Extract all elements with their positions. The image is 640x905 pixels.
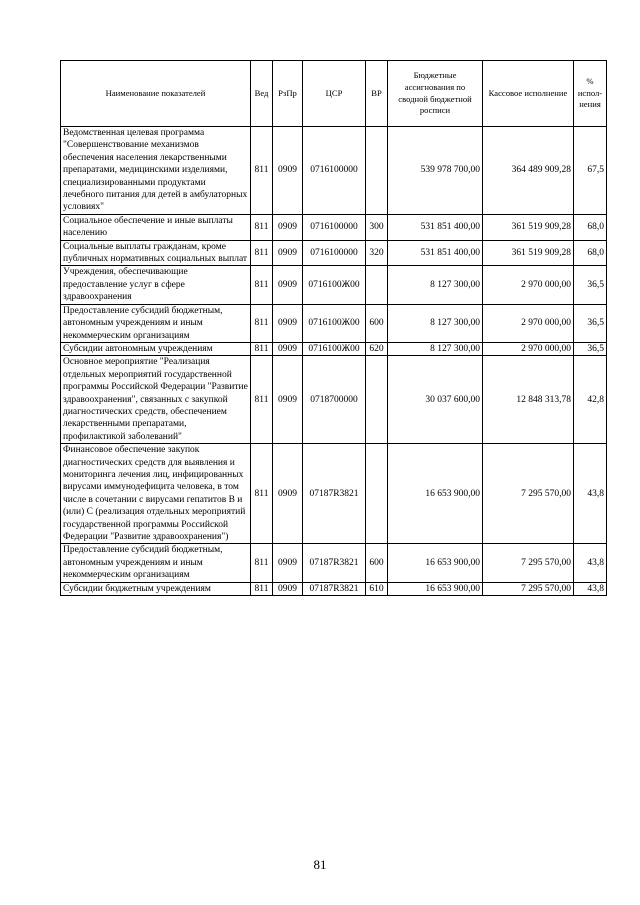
cell-csr: 07187R3821 <box>303 444 366 544</box>
cell-rzpr: 0909 <box>273 304 303 342</box>
cell-vr: 300 <box>366 214 388 240</box>
cell-vr: 320 <box>366 240 388 266</box>
cell-rzpr: 0909 <box>273 444 303 544</box>
cell-budget-allocations: 539 978 700,00 <box>388 127 483 215</box>
cell-execution-percent: 42,8 <box>574 356 607 444</box>
cell-ved: 811 <box>251 304 273 342</box>
header-budget-allocations: Бюджетные ассигнования по сводной бюджетной росписи <box>388 61 483 127</box>
cell-budget-allocations: 16 653 900,00 <box>388 444 483 544</box>
cell-vr: 600 <box>366 304 388 342</box>
cell-ved: 811 <box>251 444 273 544</box>
cell-cash-execution: 364 489 909,28 <box>483 127 574 215</box>
table-row <box>61 356 607 444</box>
cell-execution-percent: 68,0 <box>574 240 607 266</box>
cell-name: Предоставление субсидий бюджетным, автономным учреждениям и иным некоммерческим организациям <box>61 544 251 582</box>
cell-vr: 600 <box>366 544 388 582</box>
header-name: Наименование показателей <box>61 61 251 127</box>
cell-rzpr: 0909 <box>273 582 303 595</box>
cell-ved: 811 <box>251 342 273 355</box>
cell-csr: 0716100Ж00 <box>303 304 366 342</box>
table-row <box>61 582 607 595</box>
cell-execution-percent: 43,8 <box>574 444 607 544</box>
cell-ved: 811 <box>251 240 273 266</box>
cell-execution-percent: 36,5 <box>574 342 607 355</box>
cell-rzpr: 0909 <box>273 544 303 582</box>
cell-budget-allocations: 8 127 300,00 <box>388 342 483 355</box>
cell-execution-percent: 68,0 <box>574 214 607 240</box>
cell-vr: 610 <box>366 582 388 595</box>
table-row <box>61 214 607 240</box>
cell-ved: 811 <box>251 582 273 595</box>
cell-execution-percent: 43,8 <box>574 544 607 582</box>
cell-execution-percent: 36,5 <box>574 304 607 342</box>
cell-budget-allocations: 30 037 600,00 <box>388 356 483 444</box>
cell-vr <box>366 356 388 444</box>
header-cash-execution: Кассовое исполнение <box>483 61 574 127</box>
cell-rzpr: 0909 <box>273 214 303 240</box>
cell-csr: 0716100000 <box>303 240 366 266</box>
cell-cash-execution: 2 970 000,00 <box>483 342 574 355</box>
cell-ved: 811 <box>251 214 273 240</box>
cell-name: Учреждения, обеспечивающие предоставление услуг в сфере здравоохранения <box>61 266 251 304</box>
cell-vr <box>366 266 388 304</box>
cell-cash-execution: 7 295 570,00 <box>483 544 574 582</box>
cell-name: Социальное обеспечение и иные выплаты населению <box>61 214 251 240</box>
page-number: 81 <box>313 857 327 872</box>
budget-execution-table <box>60 60 607 596</box>
cell-ved: 811 <box>251 544 273 582</box>
table-row <box>61 304 607 342</box>
cell-cash-execution: 7 295 570,00 <box>483 582 574 595</box>
cell-budget-allocations: 531 851 400,00 <box>388 214 483 240</box>
cell-ved: 811 <box>251 127 273 215</box>
cell-ved: 811 <box>251 266 273 304</box>
cell-budget-allocations: 531 851 400,00 <box>388 240 483 266</box>
cell-cash-execution: 2 970 000,00 <box>483 304 574 342</box>
cell-vr <box>366 444 388 544</box>
cell-name: Субсидии автономным учреждениям <box>61 342 251 355</box>
header-rzpr: РзПр <box>273 61 303 127</box>
cell-execution-percent: 67,5 <box>574 127 607 215</box>
cell-csr: 0718700000 <box>303 356 366 444</box>
table-row <box>61 342 607 355</box>
cell-name: Субсидии бюджетным учреждениям <box>61 582 251 595</box>
header-ved: Вед <box>251 61 273 127</box>
header-execution-percent: % испол-нения <box>574 61 607 127</box>
cell-csr: 0716100000 <box>303 127 366 215</box>
cell-execution-percent: 36,5 <box>574 266 607 304</box>
cell-rzpr: 0909 <box>273 266 303 304</box>
cell-csr: 0716100Ж00 <box>303 266 366 304</box>
cell-name: Социальные выплаты гражданам, кроме публичных нормативных социальных выплат <box>61 240 251 266</box>
cell-budget-allocations: 8 127 300,00 <box>388 266 483 304</box>
cell-cash-execution: 12 848 313,78 <box>483 356 574 444</box>
table-row <box>61 544 607 582</box>
cell-budget-allocations: 16 653 900,00 <box>388 544 483 582</box>
cell-vr <box>366 127 388 215</box>
cell-csr: 07187R3821 <box>303 544 366 582</box>
table-row <box>61 127 607 215</box>
table-row <box>61 266 607 304</box>
header-csr: ЦСР <box>303 61 366 127</box>
cell-cash-execution: 361 519 909,28 <box>483 214 574 240</box>
header-vr: ВР <box>366 61 388 127</box>
cell-csr: 07187R3821 <box>303 582 366 595</box>
cell-name: Предоставление субсидий бюджетным, автономным учреждениям и иным некоммерческим организациям <box>61 304 251 342</box>
table-row <box>61 444 607 544</box>
table-body <box>61 127 607 596</box>
cell-ved: 811 <box>251 356 273 444</box>
cell-name: Финансовое обеспечение закупок диагностических средств для выявления и мониторинга лечения лиц, инфицированных вирусами иммунодефицита человека, в том числе в сочетании с вирусами гепатитов B и (или) C (реализация отдельных мероприятий государственной программы Российской Федерации "Развитие здравоохранения") <box>61 444 251 544</box>
cell-name: Основное мероприятие "Реализация отдельных мероприятий государственной программы Российской Федерации "Развитие здравоохранения", связанных с закупкой диагностических средств, обеспечением лекарственными препаратами, профилактикой заболеваний" <box>61 356 251 444</box>
cell-cash-execution: 2 970 000,00 <box>483 266 574 304</box>
cell-csr: 0716100Ж00 <box>303 342 366 355</box>
cell-vr: 620 <box>366 342 388 355</box>
cell-rzpr: 0909 <box>273 342 303 355</box>
cell-budget-allocations: 8 127 300,00 <box>388 304 483 342</box>
cell-cash-execution: 7 295 570,00 <box>483 444 574 544</box>
cell-budget-allocations: 16 653 900,00 <box>388 582 483 595</box>
cell-rzpr: 0909 <box>273 127 303 215</box>
cell-name: Ведомственная целевая программа "Совершенствование механизмов обеспечения населения лекарственными препаратами, медицинскими изделиями, специализированными продуктами лечебного питания для детей в амбулаторных условиях" <box>61 127 251 215</box>
table-row <box>61 240 607 266</box>
cell-rzpr: 0909 <box>273 240 303 266</box>
cell-rzpr: 0909 <box>273 356 303 444</box>
cell-cash-execution: 361 519 909,28 <box>483 240 574 266</box>
cell-execution-percent: 43,8 <box>574 582 607 595</box>
table-header-row <box>61 61 607 127</box>
cell-csr: 0716100000 <box>303 214 366 240</box>
